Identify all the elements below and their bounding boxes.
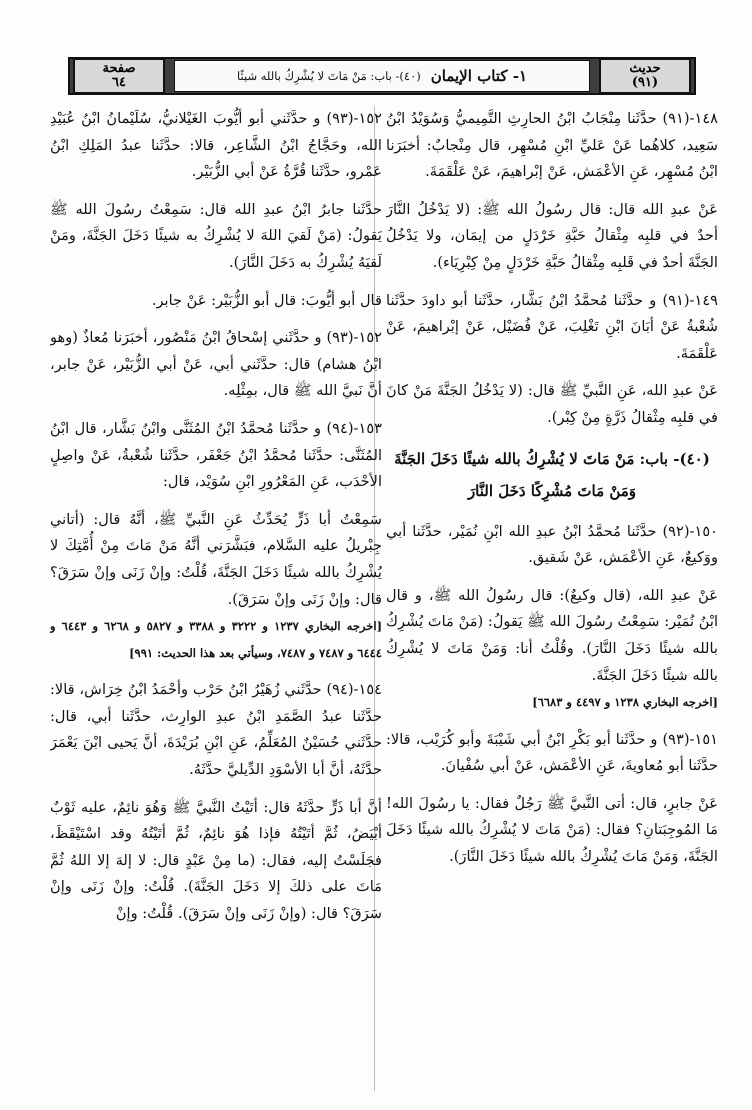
right-column: [386, 106, 718, 1091]
hadith-152-note: قال أبو أيُّوبَ: قال أبو الزُّبَيْر: عَنْ جابر.: [151, 291, 382, 309]
left-column: [50, 106, 382, 1091]
hadith-152-isnad: ١٥٢-(٩٣) و حدَّثَني أبو أيُّوبَ الغَيْلانيُّ، سُلَيْمانُ ابْنُ عُبَيْدِ الله، وحَجَّاجُ ابْنُ الشَّاعِر، قالا: حدَّثَنا عبدُ المَلِكِ ابْنُ عَمْرو، حدَّثَنا قُرَّةُ عَنْ أبي الزُّبَيْر.: [50, 110, 382, 181]
page-number-box: [73, 58, 165, 94]
hadith-148-isnad: ١٤٨-(٩١) حدَّثَنا مِنْجَابُ ابْنُ الحارِثِ التَّمِيميُّ وَسُوَيْدُ ابْنُ سَعِيد، كلاهُما عَنْ عَليِّ ابْنِ مُسْهِر، قال مِنْجابٌ: أخبَرَنا ابْنُ مُسْهِر، عَنِ الأعْمَش، عَنْ إبْراهيمَ، عَنْ عَلْقَمَةَ.: [386, 110, 718, 181]
hadith-range: (٩١): [631, 75, 659, 90]
hadith-149-matn: عَنْ عبدِ الله، عَنِ النَّبيِّ ﷺ قال: (لا يَدْخُلُ الجَنَّةَ مَنْ كانَ في قلبِه مِثْقالُ ذَرَّةٍ مِنْ كِبْر).: [386, 382, 718, 426]
page-header: [68, 57, 696, 95]
hadith-label: حديث: [629, 61, 661, 77]
hadith-153-isnad: ١٥٣-(٩٤) و حدَّثَنا مُحمَّدُ ابْنُ المُثَنَّى وابْنُ بَشَّار، قال ابْنُ المُثَنَّى: حدَّثَنا مُحمَّدُ ابْنُ جَعْفَر، حدَّثَنا شُعْبةُ، عَنْ واصِلٍ الأحْدَب، عَنِ المَعْرُورِ ابْنِ سُوَيْد، قال:: [50, 419, 382, 491]
hadith-152-matn: حدَّثَنا جابرُ ابْنُ عبدِ الله قال: سَمِعْتُ رسُولَ الله ﷺ يَقولُ: (مَنْ لَقيَ اللهَ لا يُشْرِكُ به شيئًا دَخَلَ الجَنَّةَ، ومَنْ لَقيَهُ يُشْرِكُ به دَخَلَ النَّارَ).: [50, 200, 382, 271]
page-number: ٦٤: [112, 75, 126, 90]
book-title: ١- كتاب الإيمان: [430, 67, 527, 85]
hadith-149-isnad: ١٤٩-(٩١) و حدَّثَنا مُحمَّدُ ابْنُ بَشَّار، حدَّثَنا أبو داودَ حدَّثَنا شُعْبةُ عَنْ أبَانَ ابْنِ تَغْلِبَ، عَنْ فُضَيْل، عَنْ إبْراهيمَ، عَنْ عَلْقَمَةَ.: [386, 291, 718, 362]
hadith-153-reference: [اخرجه البخاري ١٢٣٧ و ٣٢٢٢ و ٣٣٨٨ و ٥٨٢٧ و ٦٢٦٨ و ٦٤٤٣ و ٦٤٤٤ و ٧٤٨٧ و ٧٤٨٧، وسيأتي بعد هذا الحديث: ٩٩١]: [50, 619, 382, 660]
hadith-148-matn: عَنْ عبدِ الله قال: قال رسُولُ الله ﷺ: (لا يَدْخُلُ النَّارَ أحدٌ في قلبِه مِثْقالُ حَبَّةِ خَرْدَلٍ من إيمَان، ولا يَدْخُلُ الجَنَّةَ أحدٌ في قَلبِه مِثْقالُ حَبَّةِ خَرْدَلٍ مِنْ كِبْرِيَاء).: [386, 200, 718, 271]
chapter-title: (٤٠)- باب: مَنْ مَاتَ لا يُشْرِكُ بالله شيئًا: [237, 69, 421, 83]
hadith-150-matn: عَنْ عبدِ الله، (قال وكيعٌ): قال رسُولُ الله ﷺ، و قال ابْنُ نُمَيْر: سَمِعْتُ رسُولَ الله ﷺ يَقولُ: (مَنْ مَاتَ يُشْرِكُ بالله شيئًا دَخَلَ النَّارَ). وقُلْتُ أنا: وَمَنْ مَاتَ لا يُشْرِكُ بالله شيئًا دَخَلَ الجَنَّةَ.: [386, 586, 718, 684]
chapter-heading: (٤٠)- باب: مَنْ مَاتَ لا يُشْرِكُ بالله شيئًا دَخَلَ الجَنَّةَ وَمَنْ مَاتَ مُشْرِكًا دَخَلَ النَّارَ: [394, 449, 710, 500]
hadith-154-isnad: ١٥٤-(٩٤) حدَّثَني زُهَيْرُ ابْنُ حَرْب وأحْمَدُ ابْنُ خِرَاش، قالا: حدَّثَنا عبدُ الصَّمَدِ ابْنُ عبدِ الوارِث، حدَّثَنا أبي، قال: حدَّثَني حُسَيْنٌ المُعَلِّمُ، عَنِ ابْنِ بُرَيْدَةَ، أنَّ يَحيى ابْنَ يَعْمَرَ حدَّثَهُ، أنَّ أبا الأسْوَدِ الدِّيليَّ حدَّثَهُ.: [50, 681, 382, 779]
hadith-153-matn: سَمِعْتُ أبا ذَرٍّ يُحَدِّثُ عَنِ النَّبيِّ ﷺ، أنَّهُ قال: (أتاني جِبْريلُ عليه السَّلام، فبَشَّرَني أنَّهُ مَنْ مَاتَ مِنْ أُمَّتِكَ لا يُشْرِكُ بالله شيئًا دَخَلَ الجَنَّةَ، قُلْتُ: وإنْ زَنَى وإنْ سَرَقَ؟ قال: وإنْ زَنَى وإنْ سَرَقَ).: [50, 510, 382, 608]
hadith-151-isnad: ١٥١-(٩٣) و حدَّثَنا أبو بَكْرِ ابْنُ أبي شَيْبَةَ وأبو كُرَيْب، قالا: حدَّثَنا أبو مُعاويةَ، عَنِ الأعْمَش، عَنْ أبي سُفْيانَ.: [386, 730, 718, 775]
hadith-152b-text: ١٥٢-(٩٣) و حدَّثَني إسْحاقُ ابْنُ مَنْصُور، أخبَرَنا مُعاذٌ (وهو ابْنُ هشام) قال: حدَّثَني أبي، عَنْ أبي الزُّبَيْر، عَنْ جابر، أنَّ نَبيَّ الله ﷺ قال، بمِثْلِه.: [50, 329, 382, 400]
page-label: صفحة: [102, 61, 136, 77]
hadith-151-matn: عَنْ جابرٍ، قال: أتى النَّبيَّ ﷺ رَجُلٌ فقال: يا رسُولَ الله! مَا المُوجِبَتانِ؟ فقال: (مَنْ مَاتَ لا يُشْرِكُ بالله شيئًا دَخَلَ الجَنَّةَ، وَمَنْ مَاتَ يُشْرِكُ بالله شيئًا دَخَلَ النَّارَ).: [386, 794, 718, 866]
header-title: [174, 60, 590, 92]
hadith-number-box: [599, 58, 691, 94]
hadith-150-isnad: ١٥٠-(٩٢) حدَّثَنا مُحمَّدُ ابْنُ عبدِ الله ابْنِ نُمَيْر، حدَّثَنا أبي ووَكيعٌ، عَنِ الأعْمَش، عَنْ شَقيق.: [386, 522, 718, 567]
hadith-150-reference: [اخرجه البخاري ١٢٣٨ و ٤٤٩٧ و ٦٦٨٣]: [532, 695, 718, 710]
hadith-154-matn: أنَّ أبا ذَرٍّ حدَّثَهُ قال: أتَيْتُ النَّبيَّ ﷺ وَهُوَ نائِمٌ، عليه ثَوْبٌ أبْيَضُ، ثُمَّ أتَيْتُهُ فإذا هُوَ نائِمٌ، ثُمَّ أتَيْتُهُ وقد اسْتَيْقَظَ، فجَلَسْتُ إليه، فقال: (ما مِنْ عَبْدٍ قال: لا إلهَ إلا اللهُ ثُمَّ مَاتَ على ذلكَ إلا دَخَلَ الجَنَّةَ). قُلْتُ: وإنْ زَنَى وإنْ سَرَقَ؟ قال: (وإنْ زَنَى وإنْ سَرَقَ). قُلْتُ: وإنْ: [50, 798, 382, 923]
